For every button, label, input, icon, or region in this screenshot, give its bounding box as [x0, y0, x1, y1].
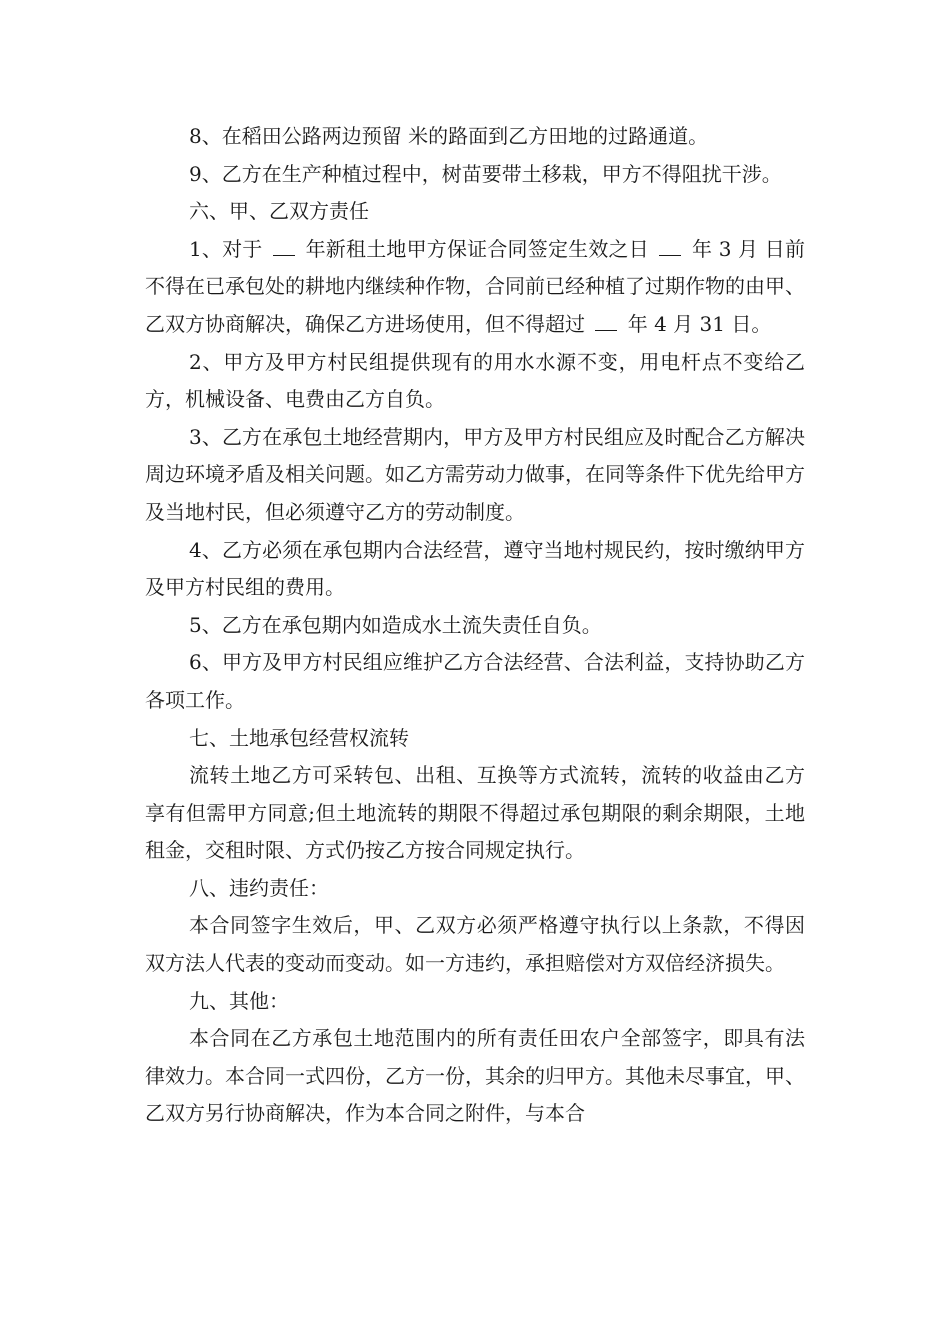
- clause-8: [145, 118, 805, 156]
- blank-line: [595, 312, 617, 331]
- s6-item-1-text-c: 年 3 月 日前不得在已承包处的耕地内继续种作物，合同前已经种植了过期作物的由甲、乙双方协商解决，确保乙方进场使用，但不得超过: [145, 236, 806, 336]
- section-8-heading-text: 八、违约责任：: [189, 875, 329, 900]
- blank-line: [273, 237, 295, 256]
- section-9-heading-text: 九、其他：: [189, 988, 289, 1013]
- s6-item-2-text: 2、甲方及甲方村民组提供现有的用水水源不变，用电杆点不变给乙方，机械设备、电费由乙方自负。: [145, 349, 805, 412]
- section-7-heading: [145, 720, 805, 758]
- section-8-heading: [145, 870, 805, 908]
- section-6-heading-text: 六、甲、乙双方责任: [189, 199, 369, 224]
- blank-line: [659, 237, 681, 256]
- s8-body: [145, 907, 805, 982]
- s8-body-text: 本合同签字生效后，甲、乙双方必须严格遵守执行以上条款，不得因双方法人代表的变动而变动。如一方违约，承担赔偿对方双倍经济损失。: [145, 913, 805, 976]
- clause-9-text: 9、乙方在生产种植过程中，树苗要带土移栽，甲方不得阻扰干涉。: [189, 161, 782, 186]
- s6-item-3: [145, 419, 805, 532]
- s9-body: [145, 1020, 805, 1133]
- s7-body: [145, 757, 805, 870]
- s6-item-1: [145, 231, 805, 344]
- s7-body-text: 流转土地乙方可采转包、出租、互换等方式流转，流转的收益由乙方享有但需甲方同意;但土地流转的期限不得超过承包期限的剩余期限，土地租金，交租时限、方式仍按乙方按合同规定执行。: [145, 763, 805, 863]
- section-9-heading: [145, 983, 805, 1021]
- document-body: [145, 118, 805, 1133]
- s6-item-2: [145, 344, 805, 419]
- section-6-heading: [145, 193, 805, 231]
- s6-item-4: [145, 532, 805, 607]
- s6-item-6-text: 6、甲方及甲方村民组应维护乙方合法经营、合法利益，支持协助乙方各项工作。: [145, 650, 805, 712]
- s6-item-1-text-b: 年新租土地甲方保证合同签定生效之日: [299, 236, 656, 261]
- s6-item-3-text: 3、乙方在承包土地经营期内，甲方及甲方村民组应及时配合乙方解决周边环境矛盾及相关问题。如乙方需劳动力做事，在同等条件下优先给甲方及当地村民，但必须遵守乙方的劳动制度。: [145, 424, 805, 524]
- s6-item-1-text-a: 1、对于: [189, 236, 270, 261]
- s6-item-6: [145, 644, 805, 719]
- s6-item-4-text: 4、乙方必须在承包期内合法经营，遵守当地村规民约，按时缴纳甲方及甲方村民组的费用。: [145, 537, 805, 600]
- s6-item-5: [145, 607, 805, 645]
- clause-8-text: 8、在稻田公路两边预留 米的路面到乙方田地的过路通道。: [189, 124, 709, 148]
- s6-item-5-text: 5、乙方在承包期内如造成水土流失责任自负。: [189, 612, 602, 637]
- s9-body-text: 本合同在乙方承包土地范围内的所有责任田农户全部签字，即具有法律效力。本合同一式四份，乙方一份，其余的归甲方。其他未尽事宜，甲、乙双方另行协商解决，作为本合同之附件，与本合: [145, 1026, 805, 1126]
- section-7-heading-text: 七、土地承包经营权流转: [189, 725, 409, 750]
- s6-item-1-text-d: 年 4 月 31 日。: [621, 311, 772, 336]
- clause-9: [145, 156, 805, 194]
